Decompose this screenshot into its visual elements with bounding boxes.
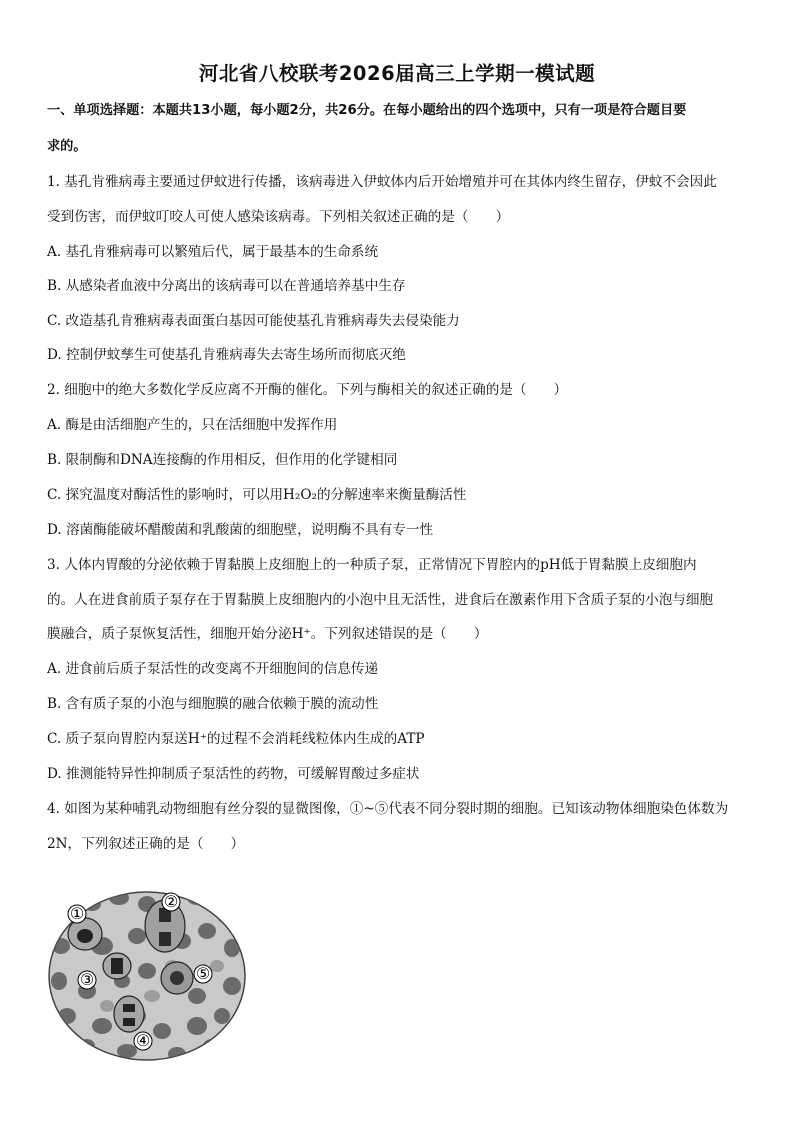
- q1-option-c: C. 改造基孔肯雅病毒表面蛋白基因可能使基孔肯雅病毒失去侵染能力: [47, 313, 460, 329]
- q3-option-c: C. 质子泵向胃腔内泵送H⁺的过程不会消耗线粒体内生成的ATP: [47, 731, 425, 747]
- q2-option-d: D. 溶菌酶能破坏醋酸菌和乳酸菌的细胞壁，说明酶不具有专一性: [47, 522, 434, 538]
- q1-option-b: B. 从感染者血液中分离出的该病毒可以在普通培养基中生存: [47, 278, 406, 294]
- figure-label-2: ②: [163, 892, 179, 911]
- q3-option-b: B. 含有质子泵的小泡与细胞膜的融合依赖于膜的流动性: [47, 696, 379, 712]
- section-header-line-2: 求的。: [47, 139, 87, 154]
- q3-stem-line-1: 3. 人体内胃酸的分泌依赖于胃黏膜上皮细胞上的一种质子泵，正常情况下胃腔内的pH低于胃黏膜上皮细胞内: [47, 557, 697, 573]
- q4-stem-line-1: 4. 如图为某种哺乳动物细胞有丝分裂的显微图像，①~⑤代表不同分裂时期的细胞。已知该动物体细胞染色体数为: [47, 801, 729, 817]
- q2-stem-line-1: 2. 细胞中的绝大多数化学反应离不开酶的催化。下列与酶相关的叙述正确的是（ ）: [47, 382, 568, 398]
- q2-option-c: C. 探究温度对酶活性的影响时，可以用H₂O₂的分解速率来衡量酶活性: [47, 487, 467, 503]
- q3-option-d: D. 推测能特异性抑制质子泵活性的药物，可缓解胃酸过多症状: [47, 766, 420, 782]
- q4-stem-line-2: 2N，下列叙述正确的是（ ）: [47, 836, 245, 852]
- q2-option-b: B. 限制酶和DNA连接酶的作用相反，但作用的化学键相同: [47, 452, 398, 468]
- figure-label-5: ⑤: [195, 964, 211, 983]
- figure-label-3: ③: [79, 970, 95, 989]
- q3-stem-line-3: 膜融合，质子泵恢复活性，细胞开始分泌H⁺。下列叙述错误的是（ ）: [47, 626, 488, 642]
- q1-stem-line-1: 1. 基孔肯雅病毒主要通过伊蚊进行传播，该病毒进入伊蚊体内后开始增殖并可在其体内终生留存，伊蚊不会因此: [47, 174, 717, 190]
- q1-stem-line-2: 受到伤害，而伊蚊叮咬人可使人感染该病毒。下列相关叙述正确的是（ ）: [47, 209, 510, 225]
- q1-option-d: D. 控制伊蚊孳生可使基孔肯雅病毒失去寄生场所而彻底灭绝: [47, 347, 406, 363]
- q3-option-a: A. 进食前后质子泵活性的改变离不开细胞间的信息传递: [47, 661, 379, 677]
- micrograph-figure: [47, 886, 247, 1062]
- figure-label-1: ①: [69, 904, 85, 923]
- q3-stem-line-2: 的。人在进食前质子泵存在于胃黏膜上皮细胞内的小泡中且无活性，进食后在激素作用下含质子泵的小泡与细胞: [47, 592, 714, 608]
- q2-option-a: A. 酶是由活细胞产生的，只在活细胞中发挥作用: [47, 417, 338, 433]
- figure-label-4: ④: [135, 1031, 151, 1050]
- page-title: 河北省八校联考2026届高三上学期一模试题: [198, 62, 596, 85]
- section-header-line-1: 一、单项选择题：本题共13小题，每小题2分，共26分。在每小题给出的四个选项中，只有一项是符合题目要: [47, 103, 687, 118]
- q1-option-a: A. 基孔肯雅病毒可以繁殖后代，属于最基本的生命系统: [47, 244, 379, 260]
